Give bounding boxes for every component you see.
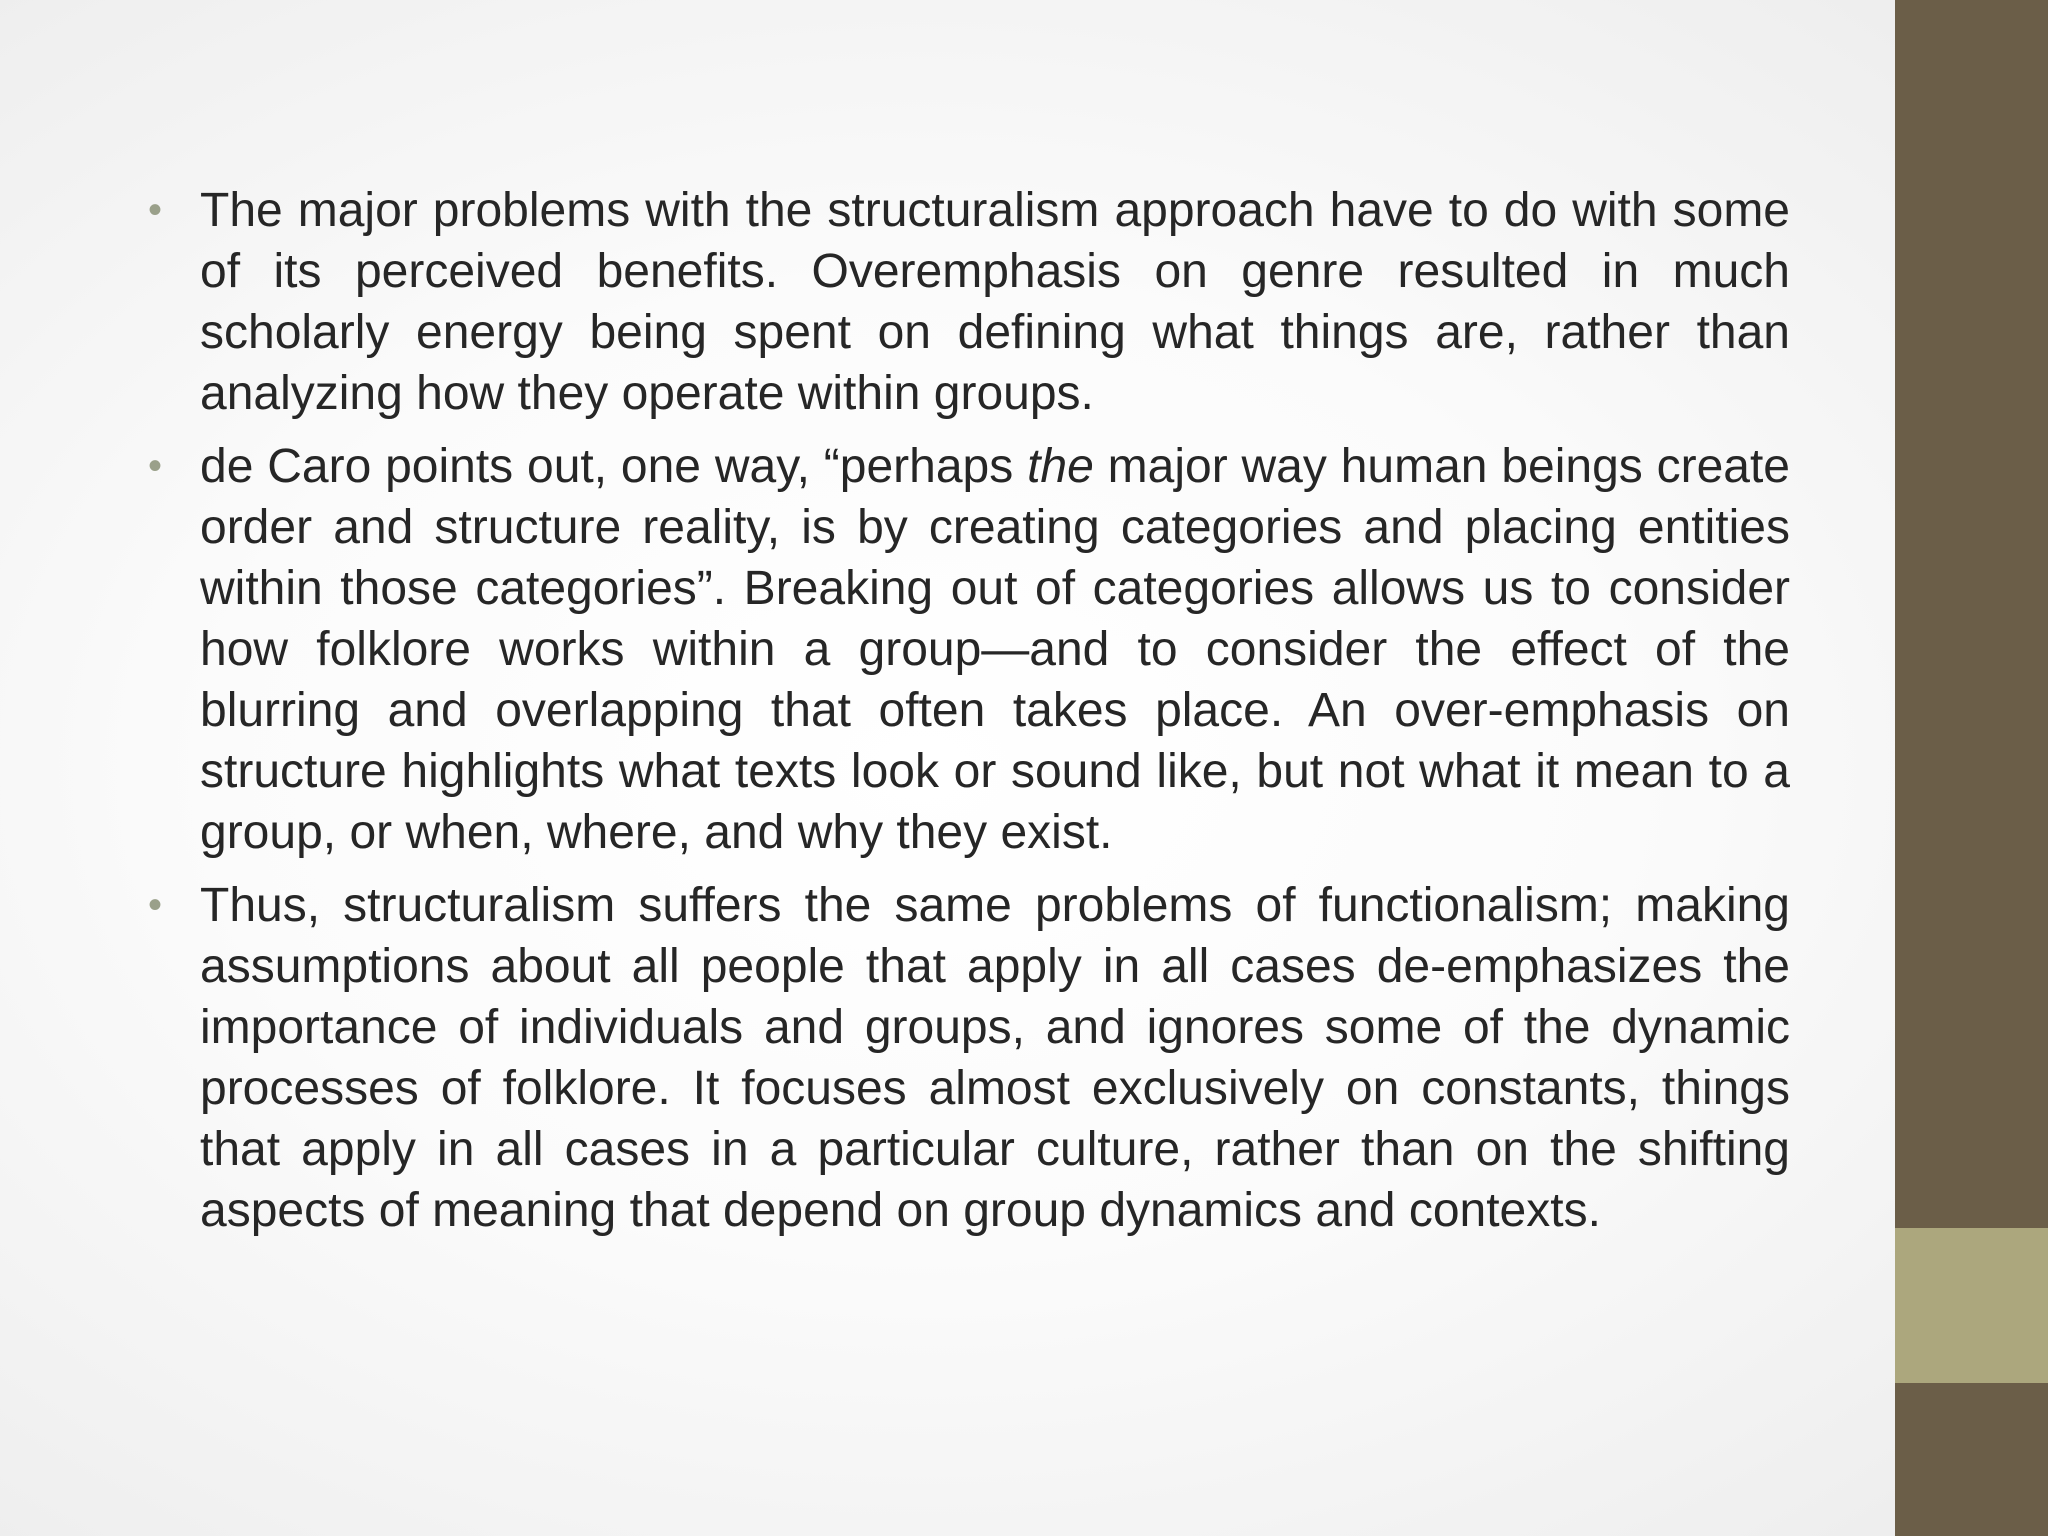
bullet-item-2	[140, 436, 1790, 863]
decorative-side-accent	[1895, 1228, 2048, 1383]
bullet-marker: •	[148, 188, 163, 232]
bullet-text-3: Thus, structuralism suffers the same problems of functionalism; making assumptions about all people that apply in all cases de-emphasizes the importance of individuals and groups, and ignores some of the dynamic processes of folklore. It focuses almost exclusively on constants, things that apply in all cases in a particular culture, rather than on the shifting aspects of meaning that depend on group dynamics and contexts.	[200, 879, 1790, 1237]
bullet-list	[140, 180, 1790, 1241]
bullet-text-1: The major problems with the structuralism approach have to do with some of its perceived benefits. Overemphasis on genre resulted in much scholarly energy being spent on defining what things are, rather than analyzing how they operate within groups.	[200, 184, 1790, 420]
bullet-text-2-italic: the	[1027, 440, 1094, 493]
bullet-item-1	[140, 180, 1790, 424]
bullet-text-2-after: major way human beings create order and structure reality, is by creating categories and placing entities within those categories”. Breaking out of categories allows us to consider how folklore works within a group—and to consider the effect of the blurring and overlapping that often takes place. An over-emphasis on structure highlights what texts look or sound like, but not what it mean to a group, or when, where, and why they exist.	[200, 440, 1791, 859]
bullet-text-2-before: de Caro points out, one way, “perhaps	[200, 440, 1028, 493]
bullet-marker: •	[148, 444, 163, 488]
slide-content	[140, 180, 1790, 1253]
bullet-item-3	[140, 875, 1790, 1241]
bullet-marker: •	[148, 883, 163, 927]
